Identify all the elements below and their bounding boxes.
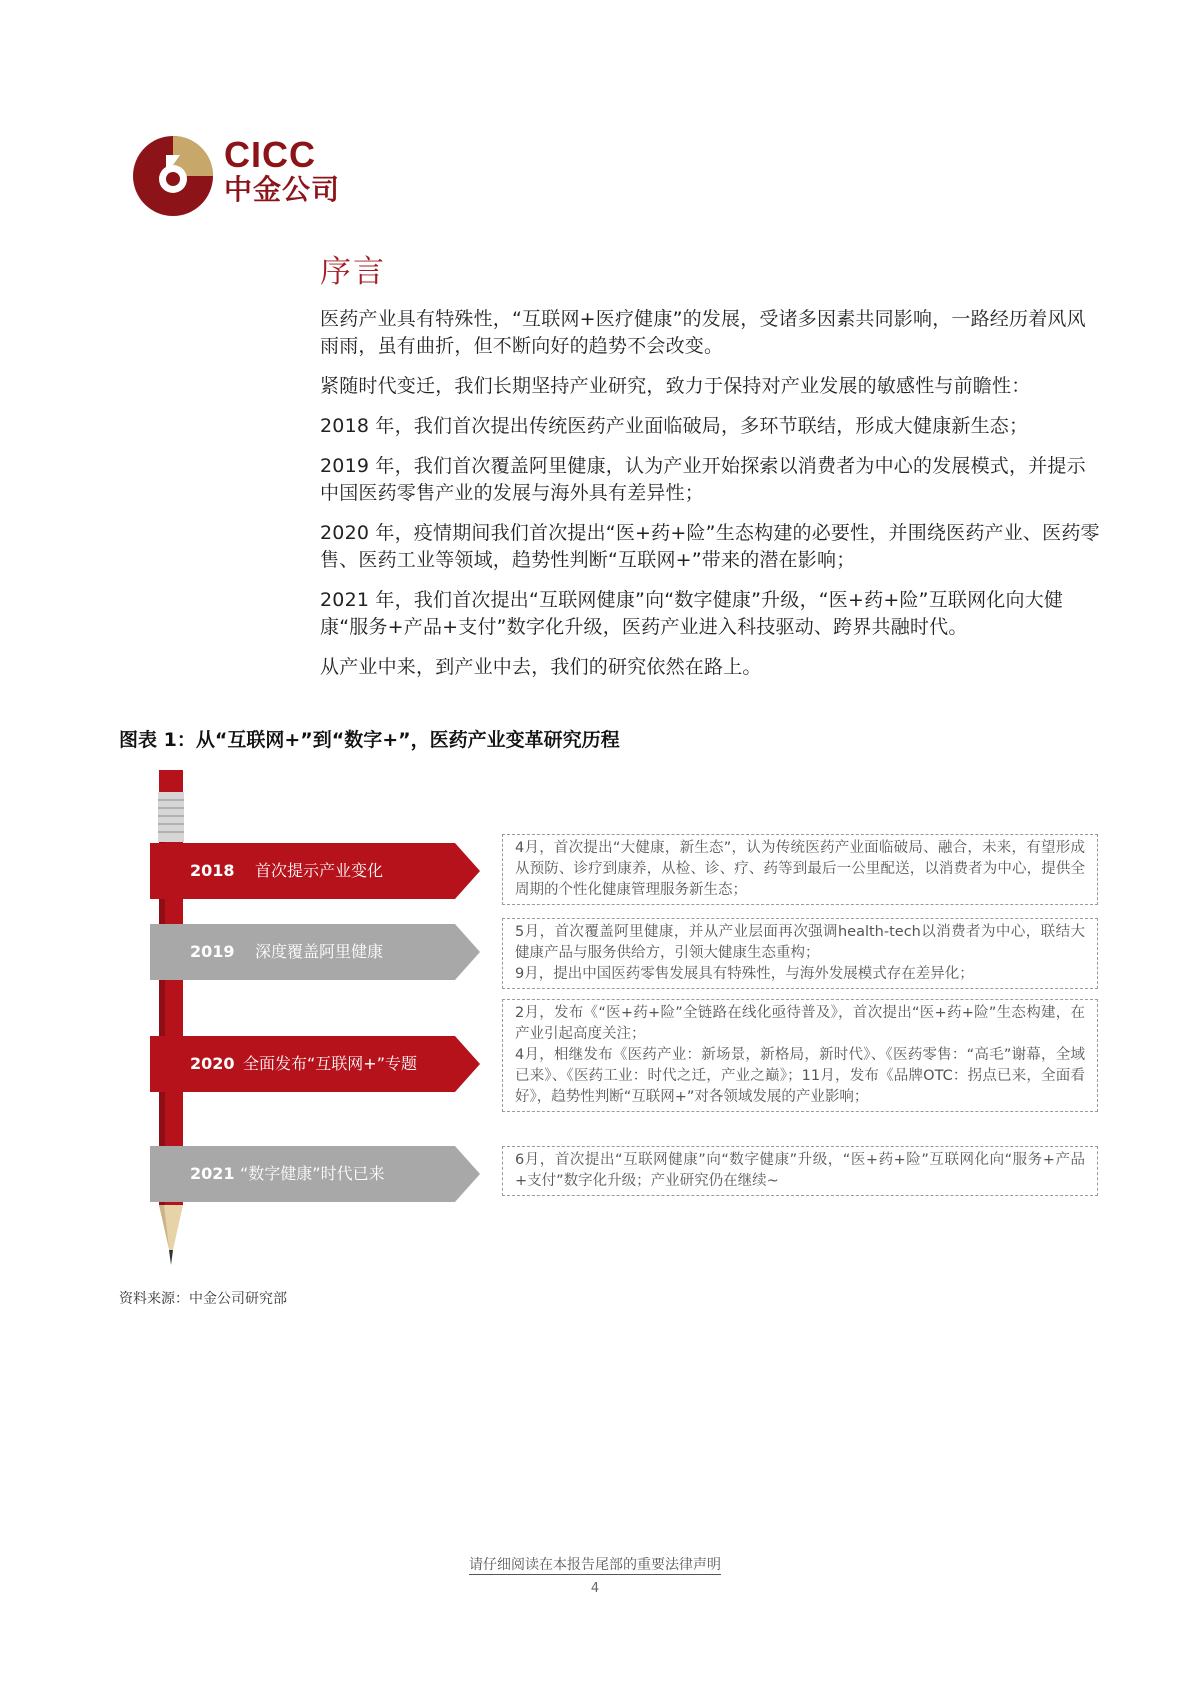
stage-year: 2020 bbox=[190, 1054, 235, 1073]
preface-body bbox=[320, 306, 1100, 694]
stage-label: 首次提示产业变化 bbox=[255, 861, 384, 880]
timeline-stage-2021 bbox=[150, 1146, 480, 1202]
stage-label: “数字健康”时代已来 bbox=[240, 1164, 385, 1183]
stage-description-2018 bbox=[502, 834, 1098, 905]
description-line: 4月，相继发布《医药产业：新场景，新格局，新时代》、《医药零售：“高毛”谢幕，全域已来》、《医药工业：时代之迁，产业之巅》；11月，发布《品牌OTC：拐点已来，全面看好》，趋势性判断“互联网+”对各领域发展的产业影响； bbox=[515, 1047, 1085, 1105]
preface-paragraph: 紧随时代变迁，我们长期坚持产业研究，致力于保持对产业发展的敏感性与前瞻性： bbox=[320, 375, 1031, 397]
preface-paragraph: 2021 年，我们首次提出“互联网健康”向“数字健康”升级，“医+药+险”互联网化向大健康“服务+产品+支付”数字化升级，医药产业进入科技驱动、跨界共融时代。 bbox=[320, 589, 1064, 638]
preface-paragraph: 2020 年，疫情期间我们首次提出“医+药+险”生态构建的必要性，并围绕医药产业、医药零售、医药工业等领域，趋势性判断“互联网+”带来的潜在影响； bbox=[320, 522, 1100, 571]
preface-paragraph: 从产业中来，到产业中去，我们的研究依然在路上。 bbox=[320, 656, 762, 678]
stage-year: 2018 bbox=[190, 861, 235, 880]
legal-notice-footer bbox=[0, 1555, 1190, 1575]
description-line: 6月，首次提出“互联网健康”向“数字健康”升级，“医+药+险”互联网化向“服务+产品+支付”数字化升级；产业研究仍在继续~ bbox=[515, 1152, 1085, 1189]
preface-paragraph: 2019 年，我们首次覆盖阿里健康，认为产业开始探索以消费者为中心的发展模式，并提示中国医药零售产业的发展与海外具有差异性； bbox=[320, 455, 1086, 504]
cicc-logo bbox=[132, 135, 352, 215]
timeline-stage-2018 bbox=[150, 843, 480, 899]
description-line: 4月，首次提出“大健康，新生态”，认为传统医药产业面临破局、融合，未来，有望形成从预防、诊疗到康养，从检、诊、疗、药等到最后一公里配送，以消费者为中心，提供全周期的个性化健康管理服务新生态； bbox=[515, 840, 1085, 898]
timeline-stage-2019 bbox=[150, 924, 480, 980]
preface-paragraph: 医药产业具有特殊性，“互联网+医疗健康”的发展，受诸多因素共同影响，一路经历着风风雨雨，虽有曲折，但不断向好的趋势不会改变。 bbox=[320, 308, 1086, 357]
stage-label: 深度覆盖阿里健康 bbox=[255, 942, 384, 961]
logo-cn-text: 中金公司 bbox=[224, 173, 341, 206]
preface-paragraph: 2018 年，我们首次提出传统医药产业面临破局，多环节联结，形成大健康新生态； bbox=[320, 415, 1029, 437]
stage-year: 2019 bbox=[190, 942, 235, 961]
stage-year: 2021 bbox=[190, 1164, 235, 1183]
stage-description-2021 bbox=[502, 1146, 1098, 1196]
legal-notice-text: 请仔细阅读在本报告尾部的重要法律声明 bbox=[469, 1557, 721, 1573]
figure-title: 图表 1：从“互联网+”到“数字+”，医药产业变革研究历程 bbox=[119, 729, 620, 751]
stage-description-2019 bbox=[502, 918, 1098, 989]
preface-title: 序言 bbox=[320, 254, 386, 290]
stage-description-2020 bbox=[502, 999, 1098, 1112]
figure-source: 资料来源：中金公司研究部 bbox=[119, 1291, 287, 1307]
page-number: 4 bbox=[590, 1581, 600, 1596]
cicc-emblem-icon bbox=[132, 135, 214, 217]
stage-label: 全面发布“互联网+”专题 bbox=[243, 1054, 417, 1073]
timeline-stage-2020 bbox=[150, 1036, 480, 1092]
description-line: 9月，提出中国医药零售发展具有特殊性，与海外发展模式存在差异化； bbox=[515, 966, 974, 982]
description-line: 5月，首次覆盖阿里健康，并从产业层面再次强调health-tech以消费者为中心，联结大健康产品与服务供给方，引领大健康生态重构； bbox=[515, 924, 1085, 961]
description-line: 2月，发布《“医+药+险”全链路在线化亟待普及》，首次提出“医+药+险”生态构建，在产业引起高度关注； bbox=[515, 1005, 1085, 1042]
logo-latin-text: CICC bbox=[224, 134, 316, 175]
